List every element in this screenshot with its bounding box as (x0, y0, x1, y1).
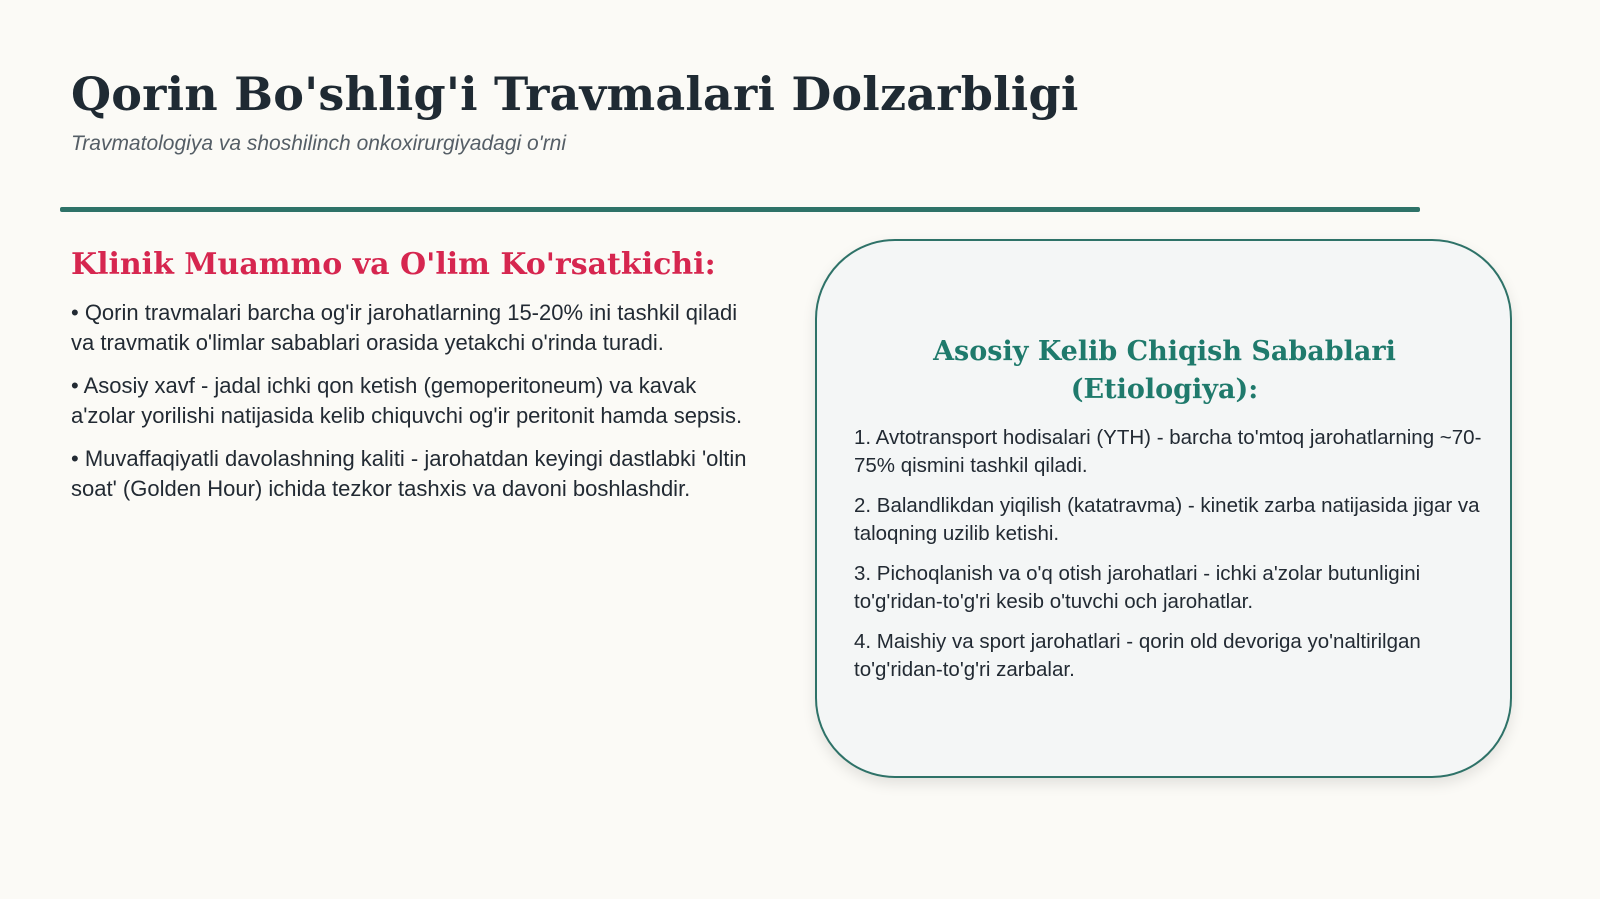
clinical-problem-section (71, 244, 751, 517)
list-item: 1. Avtotransport hodisalari (YTH) - barcha to'mtoq jarohatlarning ~70-75% qismini tashkil qiladi. (854, 426, 1482, 477)
etiology-heading: Asosiy Kelib Chiqish Sabablari (Etiologiya): (933, 336, 1396, 405)
header-divider (60, 207, 1420, 212)
list-item: 2. Balandlikdan yiqilish (katatravma) - kinetik zarba natijasida jigar va taloqning uzilib ketishi. (854, 494, 1480, 545)
list-item: 3. Pichoqlanish va o'q otish jarohatlari - ichki a'zolar butunligini to'g'ridan-to'g'ri kesib o'tuvchi och jarohatlar. (854, 562, 1421, 613)
list-item: • Muvaffaqiyatli davolashning kaliti - jarohatdan keyingi dastlabki 'oltin soat' (Golden Hour) ichida tezkor tashxis va davoni boshlashdir. (71, 446, 747, 501)
clinical-problem-heading: Klinik Muammo va O'lim Ko'rsatkichi: (71, 247, 716, 282)
page-title: Qorin Bo'shlig'i Travmalari Dolzarbligi (71, 67, 1079, 121)
etiology-list (854, 424, 1494, 696)
page-subtitle: Travmatologiya va shoshilinch onkoxirurgiyadagi o'rni (71, 132, 567, 155)
list-item: 4. Maishiy va sport jarohatlari - qorin old devoriga yo'naltirilgan to'g'ridan-to'g'ri zarbalar. (854, 630, 1421, 681)
clinical-problem-list (71, 298, 751, 504)
list-item: • Qorin travmalari barcha og'ir jarohatlarning 15-20% ini tashkil qiladi va travmatik o'limlar sabablari orasida yetakchi o'rinda turadi. (71, 300, 738, 355)
list-item: • Asosiy xavf - jadal ichki qon ketish (gemoperitoneum) va kavak a'zolar yorilishi natijasida kelib chiquvchi og'ir peritonit hamda sepsis. (71, 373, 743, 428)
etiology-card (815, 239, 1512, 778)
